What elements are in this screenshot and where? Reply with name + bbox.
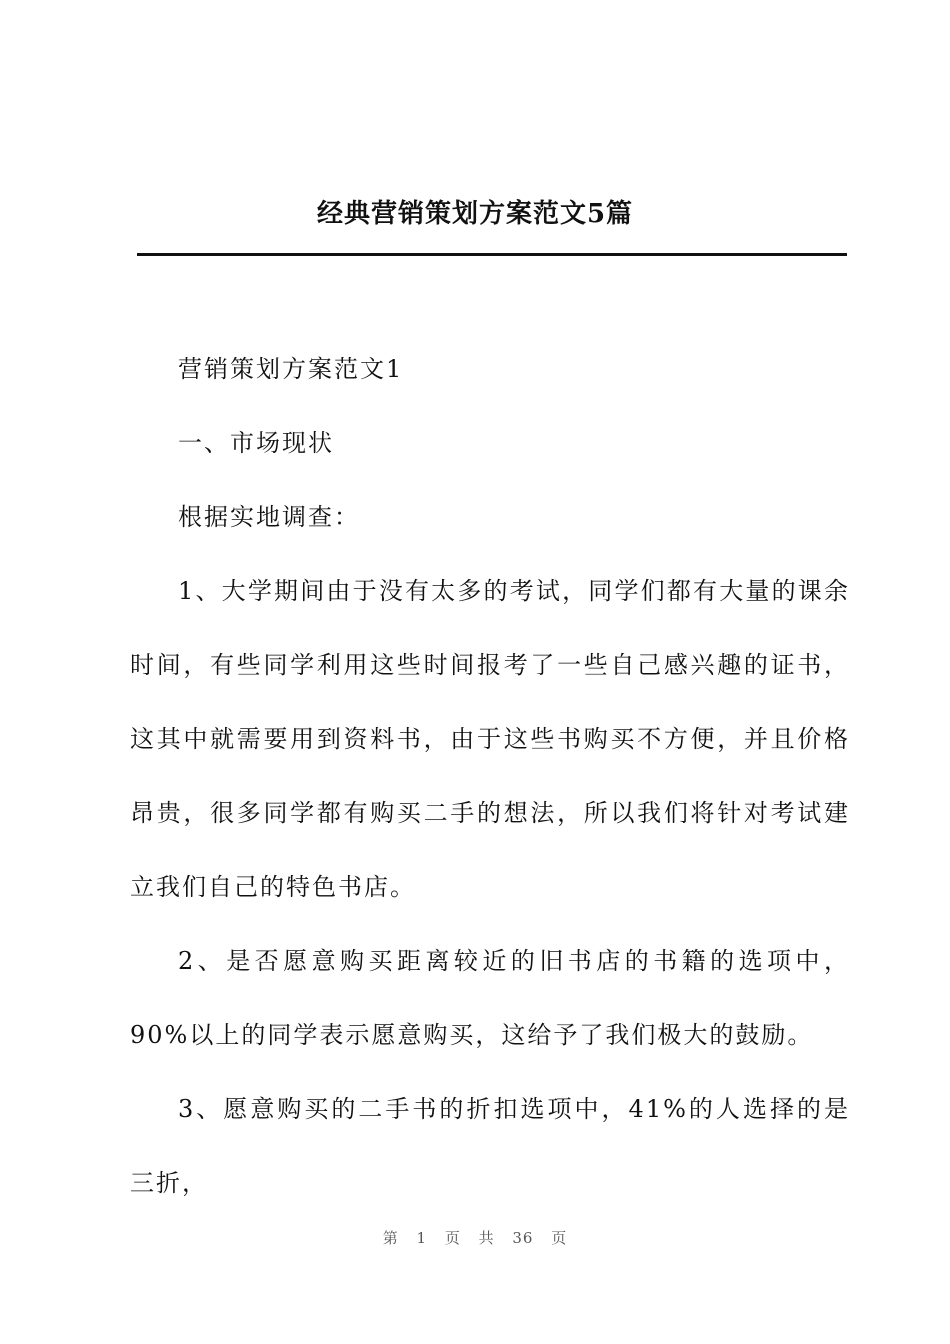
body-paragraph: 根据实地调查：: [178, 503, 360, 531]
body-paragraph: 2、是否愿意购买距离较近的旧书店的书籍的选项中，90%以上的同学表示愿意购买，这给予了我们极大的鼓励。: [130, 947, 850, 1049]
body-paragraph: 3、愿意购买的二手书的折扣选项中，41%的人选择的是三折，: [130, 1095, 850, 1197]
section-heading: 营销策划方案范文1: [178, 355, 404, 383]
body-paragraph: 1、大学期间由于没有太多的考试，同学们都有大量的课余时间，有些同学利用这些时间报考了一些自己感兴趣的证书，这其中就需要用到资料书，由于这些书购买不方便，并且价格昂贵，很多同学都有购买二手的想法，所以我们将针对考试建立我们自己的特色书店。: [130, 577, 850, 901]
page-number-footer: 第 1 页 共 36 页: [382, 1229, 568, 1247]
title-underline: [137, 253, 847, 256]
document-title: 经典营销策划方案范文5篇: [316, 199, 634, 229]
subsection-heading: 一、市场现状: [178, 429, 334, 457]
